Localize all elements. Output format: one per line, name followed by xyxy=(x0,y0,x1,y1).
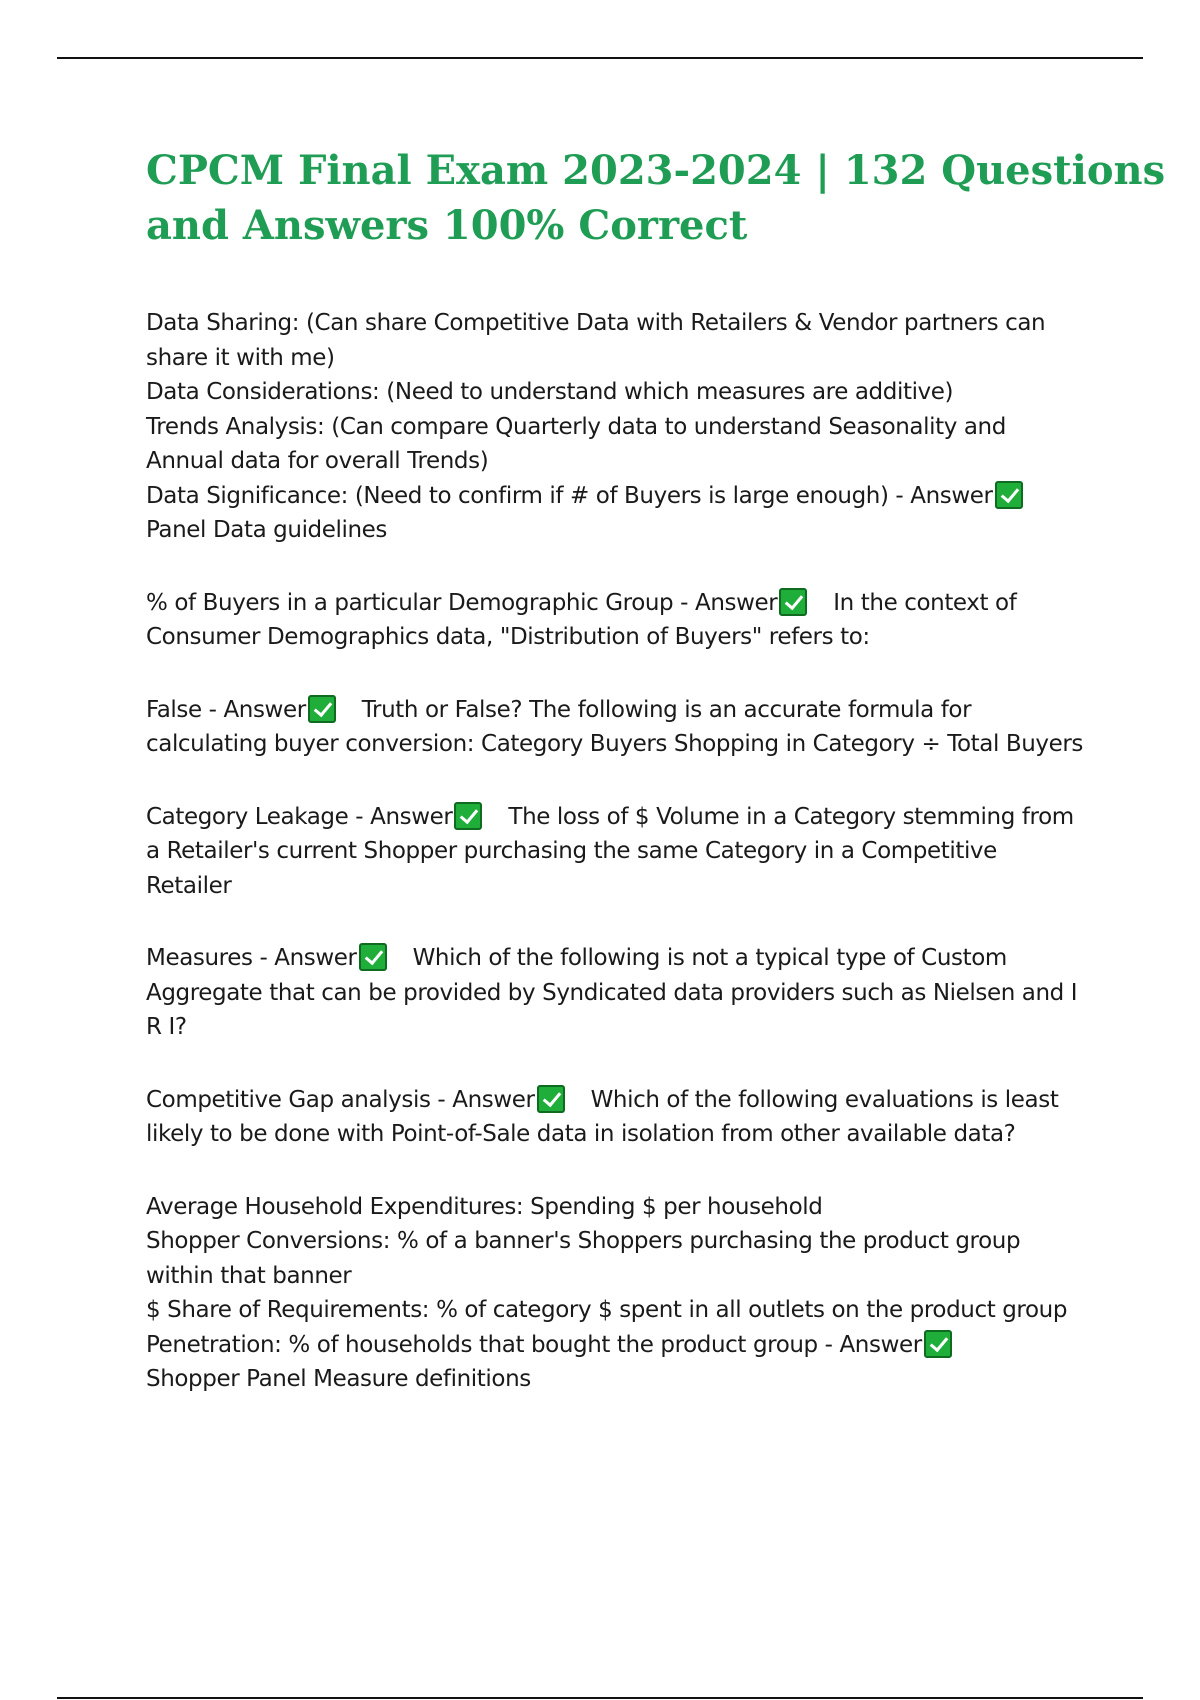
text-line xyxy=(146,375,1096,410)
text-line xyxy=(146,341,1096,376)
check-icon xyxy=(924,1330,952,1358)
text-line xyxy=(146,1010,1096,1045)
qa-block xyxy=(146,306,1096,548)
text-line xyxy=(146,1117,1096,1152)
qa-block xyxy=(146,1083,1096,1152)
line-text: Trends Analysis: (Can compare Quarterly data to understand Seasonality and xyxy=(146,413,1006,440)
text-line xyxy=(146,1328,1096,1363)
line-text: Competitive Gap analysis - Answer xyxy=(146,1086,535,1113)
line-text: within that banner xyxy=(146,1262,352,1289)
text-line xyxy=(146,620,1096,655)
text-line xyxy=(146,976,1096,1011)
qa-block xyxy=(146,941,1096,1045)
line-text: R I? xyxy=(146,1014,187,1040)
line-text: % of Buyers in a particular Demographic Group - Answer xyxy=(146,589,778,616)
question-text: Which of the following is not a typical type of Custom xyxy=(412,945,1007,971)
text-line xyxy=(146,513,1096,548)
line-text: Consumer Demographics data, "Distribution of Buyers" refers to: xyxy=(146,624,870,650)
text-line xyxy=(146,1224,1096,1259)
qa-block xyxy=(146,693,1096,762)
line-text: calculating buyer conversion: Category Buyers Shopping in Category ÷ Total Buyers xyxy=(146,731,1084,757)
text-line xyxy=(146,1083,1096,1118)
line-text: Annual data for overall Trends) xyxy=(146,448,489,474)
line-text: Data Significance: (Need to confirm if # of Buyers is large enough) - Answer xyxy=(146,482,993,509)
line-text: Panel Data guidelines xyxy=(146,517,387,543)
text-line xyxy=(146,410,1096,445)
line-text: False - Answer xyxy=(146,696,306,723)
line-text: Data Sharing: (Can share Competitive Data with Retailers & Vendor partners can xyxy=(146,310,1046,336)
title-line: and Answers 100% Correct xyxy=(146,202,748,249)
question-text: Truth or False? The following is an accurate formula for xyxy=(361,696,972,723)
bottom-rule xyxy=(57,1697,1143,1699)
text-line xyxy=(146,1190,1096,1225)
line-text: Data Considerations: (Need to understand which measures are additive) xyxy=(146,379,954,405)
qa-block xyxy=(146,1190,1096,1397)
check-icon xyxy=(359,943,387,971)
check-icon xyxy=(995,481,1023,509)
qa-block xyxy=(146,800,1096,904)
question-text: Which of the following evaluations is least xyxy=(590,1086,1059,1113)
text-line xyxy=(146,306,1096,341)
text-line xyxy=(146,800,1096,835)
text-line xyxy=(146,1293,1096,1328)
line-text: Measures - Answer xyxy=(146,945,357,971)
text-line xyxy=(146,479,1096,514)
qa-content xyxy=(146,306,1096,1435)
top-rule xyxy=(57,57,1143,59)
line-text: $ Share of Requirements: % of category $ spent in all outlets on the product group xyxy=(146,1297,1068,1323)
text-line xyxy=(146,693,1096,728)
line-text: a Retailer's current Shopper purchasing the same Category in a Competitive xyxy=(146,838,997,864)
text-line xyxy=(146,869,1096,904)
text-line xyxy=(146,834,1096,869)
check-icon xyxy=(308,695,336,723)
qa-block xyxy=(146,586,1096,655)
text-line xyxy=(146,727,1096,762)
title-line: CPCM Final Exam 2023-2024 | 132 Questions xyxy=(146,147,1166,194)
line-text: Penetration: % of households that bought the product group - Answer xyxy=(146,1331,922,1358)
check-icon xyxy=(779,588,807,616)
line-text: Shopper Panel Measure definitions xyxy=(146,1366,531,1392)
check-icon xyxy=(537,1085,565,1113)
line-text: Aggregate that can be provided by Syndicated data providers such as Nielsen and I xyxy=(146,979,1078,1006)
text-line xyxy=(146,941,1096,976)
line-text: Category Leakage - Answer xyxy=(146,803,453,830)
line-text: Retailer xyxy=(146,872,232,899)
line-text: Shopper Conversions: % of a banner's Shoppers purchasing the product group xyxy=(146,1228,1021,1254)
line-text: likely to be done with Point-of-Sale data in isolation from other available data? xyxy=(146,1121,1016,1147)
line-text: Average Household Expenditures: Spending $ per household xyxy=(146,1193,823,1220)
line-text: share it with me) xyxy=(146,344,335,371)
text-line xyxy=(146,1259,1096,1294)
text-line xyxy=(146,586,1096,621)
question-text: The loss of $ Volume in a Category stemming from xyxy=(508,803,1074,830)
text-line xyxy=(146,444,1096,479)
question-text: In the context of xyxy=(833,589,1017,616)
check-icon xyxy=(454,802,482,830)
text-line xyxy=(146,1362,1096,1397)
page-title xyxy=(146,143,1166,253)
